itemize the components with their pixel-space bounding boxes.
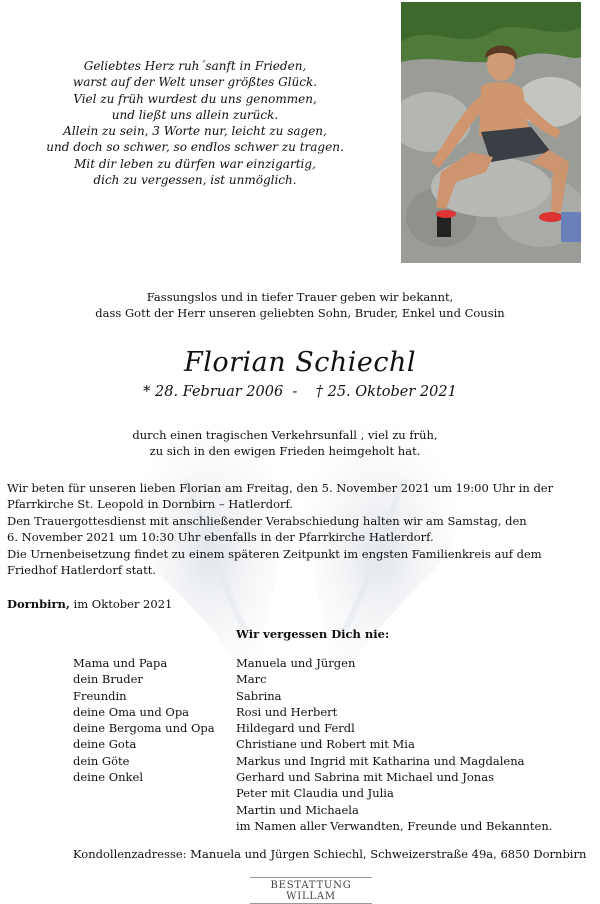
- cause-line: zu sich in den ewigen Frieden heimgeholt hat.: [149, 444, 421, 458]
- poem-line: dich zu vergessen, ist unmöglich.: [93, 173, 297, 188]
- relation-item: Freundin: [73, 688, 127, 703]
- service-line: 6. November 2021 um 10:30 Uhr ebenfalls in der Pfarrkirche Hatlerdorf.: [7, 530, 434, 545]
- place-date: [7, 597, 172, 611]
- poem-line: warst auf der Welt unser größtes Glück.: [72, 75, 318, 90]
- cause-of-death: [0, 427, 570, 459]
- poem-line: und ließt uns allein zurück.: [111, 107, 279, 122]
- service-line: Wir beten für unseren lieben Florian am Freitag, den 5. November 2021 um 19:00 Uhr in der: [7, 481, 554, 495]
- mourner-item: Rosi und Herbert: [236, 704, 338, 719]
- relation-item: deine Onkel: [73, 770, 143, 785]
- service-line: Pfarrkirche St. Leopold in Dornbirn – Hatlerdorf.: [7, 497, 294, 512]
- announcement-intro: [0, 289, 600, 321]
- poem-line: Mit dir leben zu dürfen war einzigartig,: [74, 156, 316, 171]
- place-city: Dornbirn,: [7, 597, 70, 611]
- relation-item: dein Göte: [73, 753, 130, 768]
- undertaker-logo: BESTATTUNG WILLAM: [250, 877, 372, 904]
- life-dates: * 28. Februar 2006 - † 25. Oktober 2021: [143, 384, 457, 400]
- service-line: Friedhof Hatlerdorf statt.: [7, 563, 157, 578]
- poem-line: Viel zu früh wurdest du uns genommen,: [73, 91, 317, 106]
- place-date-text: im Oktober 2021: [69, 597, 173, 611]
- intro-line: Fassungslos und in tiefer Trauer geben wir bekannt,: [146, 290, 454, 304]
- mourner-item: Martin und Michaela: [236, 802, 359, 817]
- poem-line: Geliebtes Herz ruh´sanft in Frieden,: [83, 59, 307, 73]
- relation-item: deine Oma und Opa: [73, 704, 190, 719]
- mourner-item: Gerhard und Sabrina mit Michael und Jonas: [236, 770, 494, 785]
- mourners-list: [236, 655, 552, 834]
- poem-line: und doch so schwer, so endlos schwer zu tragen.: [46, 140, 344, 155]
- relations-list: [73, 655, 215, 785]
- relation-item: deine Bergoma und Opa: [73, 721, 215, 736]
- mourner-item: Peter mit Claudia und Julia: [236, 786, 394, 801]
- cause-line: durch einen tragischen Verkehrsunfall , viel zu früh,: [132, 428, 438, 442]
- intro-line: dass Gott der Herr unseren geliebten Sohn, Bruder, Enkel und Cousin: [95, 306, 505, 320]
- mourner-item: im Namen aller Verwandten, Freunde und Bekannten.: [236, 818, 553, 833]
- mourner-item: Sabrina: [236, 688, 282, 703]
- condolence-address: Kondollenzadresse: Manuela und Jürgen Schiechl, Schweizerstraße 49a, 6850 Dornbirn: [73, 847, 587, 861]
- portrait-photo: [401, 2, 581, 263]
- poem-line: Allein zu sein, 3 Worte nur, leicht zu sagen,: [63, 124, 327, 139]
- mourner-item: Marc: [236, 672, 267, 687]
- mourner-item: Christiane und Robert mit Mia: [236, 737, 415, 752]
- service-line: Die Urnenbeisetzung findet zu einem späteren Zeitpunkt im engsten Familienkreis auf dem: [7, 546, 542, 561]
- relation-item: Mama und Papa: [73, 656, 168, 670]
- remember-title: Wir vergessen Dich nie:: [236, 627, 390, 641]
- relation-item: deine Gota: [73, 737, 137, 752]
- mourner-item: Markus und Ingrid mit Katharina und Magdalena: [236, 753, 525, 768]
- memorial-poem: [20, 58, 370, 188]
- deceased-name: Florian Schiechl: [183, 347, 416, 378]
- mourner-item: Manuela und Jürgen: [236, 656, 356, 670]
- relation-item: dein Bruder: [73, 672, 143, 687]
- service-line: Den Trauergottesdienst mit anschließender Verabschiedung halten wir am Samstag, den: [7, 513, 527, 528]
- mourner-item: Hildegard und Ferdl: [236, 721, 355, 736]
- service-details: [7, 480, 587, 578]
